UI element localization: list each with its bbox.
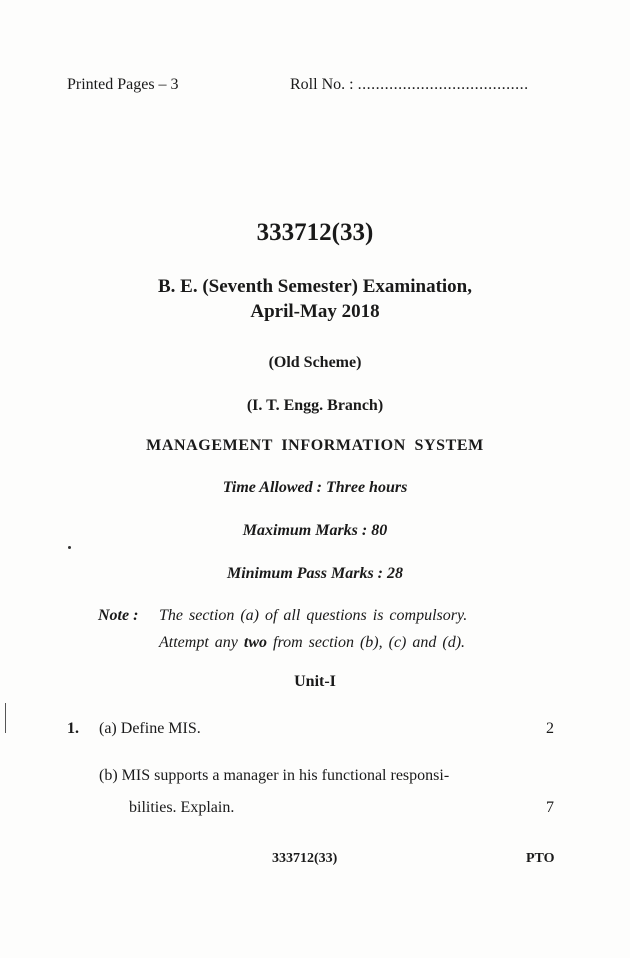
note-line-2-prefix: Attempt any: [159, 634, 244, 651]
question-part-b: [99, 767, 449, 785]
scheme: (Old Scheme): [268, 354, 362, 371]
maximum-marks: Maximum Marks : 80: [242, 522, 388, 539]
part-label: (a): [99, 720, 117, 737]
part-text-line-1: MIS supports a manager in his functional responsi-: [121, 767, 450, 784]
exam-title: B. E. (Seventh Semester) Examination,: [157, 276, 472, 297]
footer-pto: PTO: [526, 851, 555, 866]
note-line-2-suffix: from section (b), (c) and (d).: [267, 634, 466, 651]
note-label: Note :: [98, 607, 139, 624]
branch: (I. T. Engg. Branch): [246, 397, 384, 414]
note-line-1: The section (a) of all questions is compulsory.: [159, 607, 468, 624]
part-text: Define MIS.: [120, 720, 201, 737]
roll-number-field: [290, 76, 529, 94]
paper-code: 333712(33): [256, 219, 374, 246]
part-label: (b): [99, 767, 118, 784]
unit-heading: Unit-I: [294, 673, 336, 690]
printed-pages: Printed Pages – 3: [67, 76, 179, 93]
scan-speck: [68, 546, 71, 549]
margin-mark: [5, 703, 6, 733]
question-number: 1.: [67, 720, 79, 737]
footer-paper-code: 333712(33): [272, 851, 338, 866]
time-allowed: Time Allowed : Three hours: [222, 479, 408, 496]
part-text-line-2: bilities. Explain.: [129, 799, 235, 816]
minimum-pass-marks: Minimum Pass Marks : 28: [226, 565, 404, 582]
subject-title: MANAGEMENT INFORMATION SYSTEM: [146, 437, 484, 454]
roll-number-blank: ......................................: [357, 76, 529, 93]
exam-session: April-May 2018: [250, 301, 380, 322]
marks-part-a: 2: [546, 720, 554, 737]
marks-part-b: 7: [546, 799, 554, 816]
note-line-2-emphasis: two: [243, 634, 267, 651]
note-line-2: [159, 634, 465, 652]
question-part-a: [99, 720, 201, 738]
roll-number-label: Roll No. :: [290, 76, 358, 93]
